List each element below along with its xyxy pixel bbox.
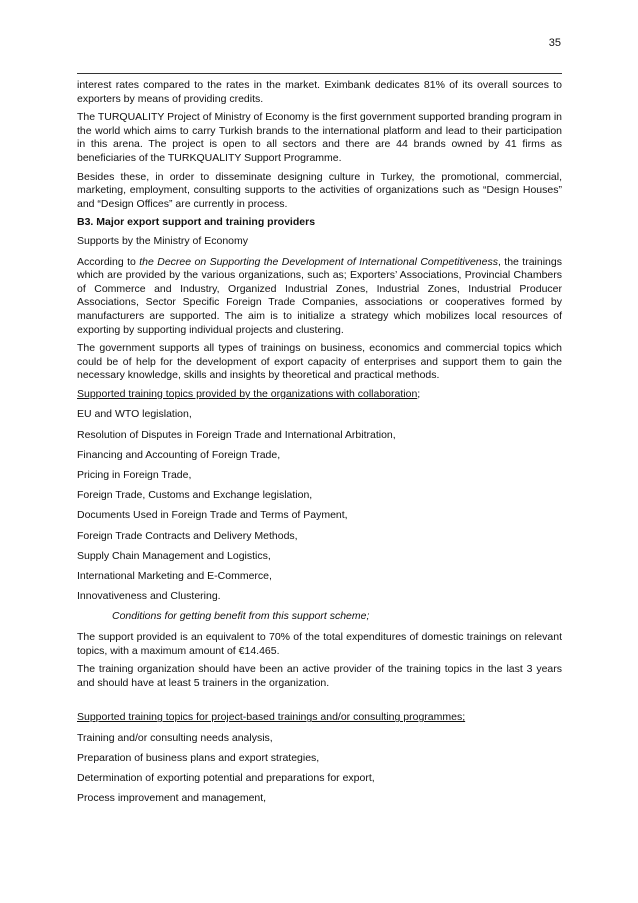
page-body: [77, 79, 562, 813]
paragraph-design-culture: Besides these, in order to disseminate designing culture in Turkey, the promotional, commercial, marketing, employment, consulting supports to the activities of organizations such as “Design Houses” and “Design Offices” are currently in process.: [77, 170, 562, 210]
section-heading-b3: B3. Major export support and training providers: [77, 216, 316, 229]
list-item: Foreign Trade Contracts and Delivery Methods,: [77, 529, 298, 542]
list-item: Supply Chain Management and Logistics,: [77, 549, 271, 562]
list-item: Innovativeness and Clustering.: [77, 590, 221, 603]
list-item: Process improvement and management,: [77, 792, 267, 805]
list-item: Determination of exporting potential and preparations for export,: [77, 772, 375, 785]
project-topics-heading: Supported training topics for project-based trainings and/or consulting programmes;: [77, 711, 466, 724]
paragraph-government-supports: The government supports all types of trainings on business, economics and commercial topics which could be of help for the development of export capacity of enterprises and support them to gain the necessary knowledge, skills and insights by theoretical and practical methods.: [77, 342, 562, 382]
paragraph-turquality: The TURQUALITY Project of Ministry of Economy is the first government supported branding program in the world which aims to carry Turkish brands to the international platform and lead to their participation in this arena. The project is open to all sectors and there are 44 brands owned by 41 firms as beneficiaries of the TURKQUALITY Support Programme.: [77, 111, 562, 164]
decree-title: the Decree on Supporting the Development of International Competitiveness: [139, 255, 498, 268]
list-item: Resolution of Disputes in Foreign Trade and International Arbitration,: [77, 428, 396, 441]
list-item: EU and WTO legislation,: [77, 408, 192, 421]
conditions-heading: Conditions for getting benefit from this support scheme;: [112, 610, 370, 623]
header-rule: [77, 73, 562, 74]
list-item: Pricing in Foreign Trade,: [77, 469, 192, 482]
list-item: Financing and Accounting of Foreign Trade,: [77, 448, 281, 461]
collab-heading-text: Supported training topics provided by the organizations with collaboration: [77, 387, 418, 400]
list-item: International Marketing and E-Commerce,: [77, 569, 272, 582]
paragraph-decree: [77, 256, 562, 338]
paragraph-support-amount: The support provided is an equivalent to 70% of the total expenditures of domestic trainings on relevant topics, with a maximum amount of €14.465.: [77, 630, 562, 657]
supports-by-ministry: Supports by the Ministry of Economy: [77, 234, 248, 247]
collab-topics-heading: [77, 388, 562, 402]
list-item: Foreign Trade, Customs and Exchange legislation,: [77, 489, 313, 502]
collab-heading-suffix: ;: [417, 387, 421, 400]
project-topics-list: [77, 732, 562, 806]
list-item: Preparation of business plans and export strategies,: [77, 752, 320, 765]
decree-suffix: , the trainings which are provided by the various organizations, such as; Exporters’ Associations, Provincial Chambers of Commerce and Industry, Organized Industrial Zones, Industrial Zones, Industrial Producer Associations, Sector Specific Foreign Trade Companies, associations or cooperatives formed by manufacturers are supported. The aim is to initialize a strategy which mobilizes local resources of exporting by supporting individual projects and clustering.: [77, 255, 562, 336]
collab-topics-list: [77, 408, 562, 603]
decree-prefix: According to: [77, 255, 140, 268]
paragraph-eximbank: interest rates compared to the rates in the market. Eximbank dedicates 81% of its overall sources to exporters by means of providing credits.: [77, 79, 562, 105]
list-item: Training and/or consulting needs analysis,: [77, 731, 273, 744]
page-number: 35: [548, 37, 561, 49]
paragraph-training-organization: The training organization should have been an active provider of the training topics in the last 3 years and should have at least 5 trainers in the organization.: [77, 663, 562, 689]
spacer: [77, 695, 562, 711]
list-item: Documents Used in Foreign Trade and Terms of Payment,: [77, 509, 348, 522]
